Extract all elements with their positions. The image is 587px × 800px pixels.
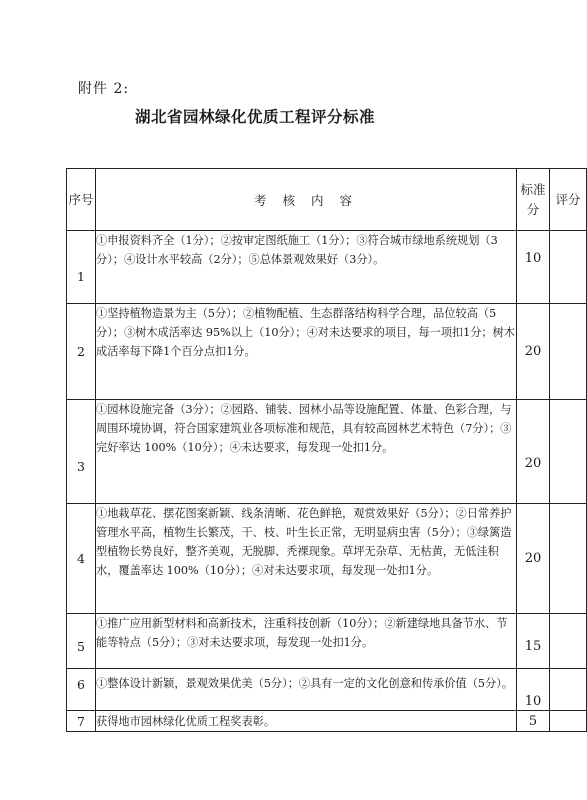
row-standard: 10 — [517, 669, 550, 711]
row-score-cell[interactable] — [550, 614, 587, 669]
row-score-cell[interactable] — [550, 504, 587, 614]
row-no: 2 — [67, 304, 96, 400]
row-standard: 20 — [517, 304, 550, 400]
row-no: 6 — [67, 669, 96, 711]
row-score-cell[interactable] — [550, 304, 587, 400]
row-content: ①坚持植物造景为主（5分）；②植物配植、生态群落结构科学合理，品位较高（5分）；③树木成活率达 95%以上（10分）；④对未达要求的项目，每一项扣1分；树木成活率每下降1个百分点扣1分。 — [96, 304, 517, 400]
row-no: 5 — [67, 614, 96, 669]
header-standard: 标准分 — [517, 169, 550, 231]
row-standard: 10 — [517, 231, 550, 304]
row-score-cell[interactable] — [550, 400, 587, 504]
header-content: 考 核 内 容 — [96, 169, 517, 231]
row-no: 3 — [67, 400, 96, 504]
table-row — [67, 400, 587, 504]
table-header-row — [67, 169, 587, 231]
header-no: 序号 — [67, 169, 96, 231]
table-row — [67, 711, 587, 732]
row-standard: 20 — [517, 504, 550, 614]
row-score-cell[interactable] — [550, 231, 587, 304]
row-no: 4 — [67, 504, 96, 614]
table-row — [67, 669, 587, 711]
row-content: ①地栽草花、摆花图案新颖、线条清晰、花色鲜艳，观赏效果好（5分）；②日常养护管理水平高，植物生长繁茂，干、枝、叶生长正常，无明显病虫害（5分）；③绿篱造型植物长势良好，整齐美观，无脱脚、秃裸现象。草坪无杂草、无枯黄，无低洼积水，覆盖率达 100%（10分）；④对未达要求项，每发现一处扣1分。 — [96, 504, 517, 614]
table-row — [67, 304, 587, 400]
row-content: ①推广应用新型材料和高新技术，注重科技创新（10分）；②新建绿地具备节水、节能等特点（5分）；③对未达要求项，每发现一处扣1分。 — [96, 614, 517, 669]
document-title: 湖北省园林绿化优质工程评分标准 — [135, 107, 376, 126]
header-score: 评分 — [550, 169, 587, 231]
row-content: ①申报资料齐全（1分）；②按审定图纸施工（1分）；③符合城市绿地系统规划（3分）；④设计水平较高（2分）；⑤总体景观效果好（3分）。 — [96, 231, 517, 304]
row-content: 获得地市园林绿化优质工程奖表彰。 — [96, 711, 517, 732]
row-standard: 20 — [517, 400, 550, 504]
row-standard: 15 — [517, 614, 550, 669]
scoring-table — [66, 168, 587, 732]
row-score-cell[interactable] — [550, 669, 587, 711]
table-row — [67, 614, 587, 669]
attachment-label: 附件 2: — [78, 81, 130, 97]
row-standard: 5 — [517, 711, 550, 732]
row-score-cell[interactable] — [550, 711, 587, 732]
row-content: ①整体设计新颖，景观效果优美（5分）；②具有一定的文化创意和传承价值（5分）。 — [96, 669, 517, 711]
row-no: 7 — [67, 711, 96, 732]
row-no: 1 — [67, 231, 96, 304]
row-content: ①园林设施完备（3分）；②园路、铺装、园林小品等设施配置、体量、色彩合理，与周围环境协调，符合国家建筑业各项标准和规范，具有较高园林艺术特色（7分）；③完好率达 100%（10分）；④未达要求，每发现一处扣1分。 — [96, 400, 517, 504]
table-row — [67, 504, 587, 614]
table-row — [67, 231, 587, 304]
